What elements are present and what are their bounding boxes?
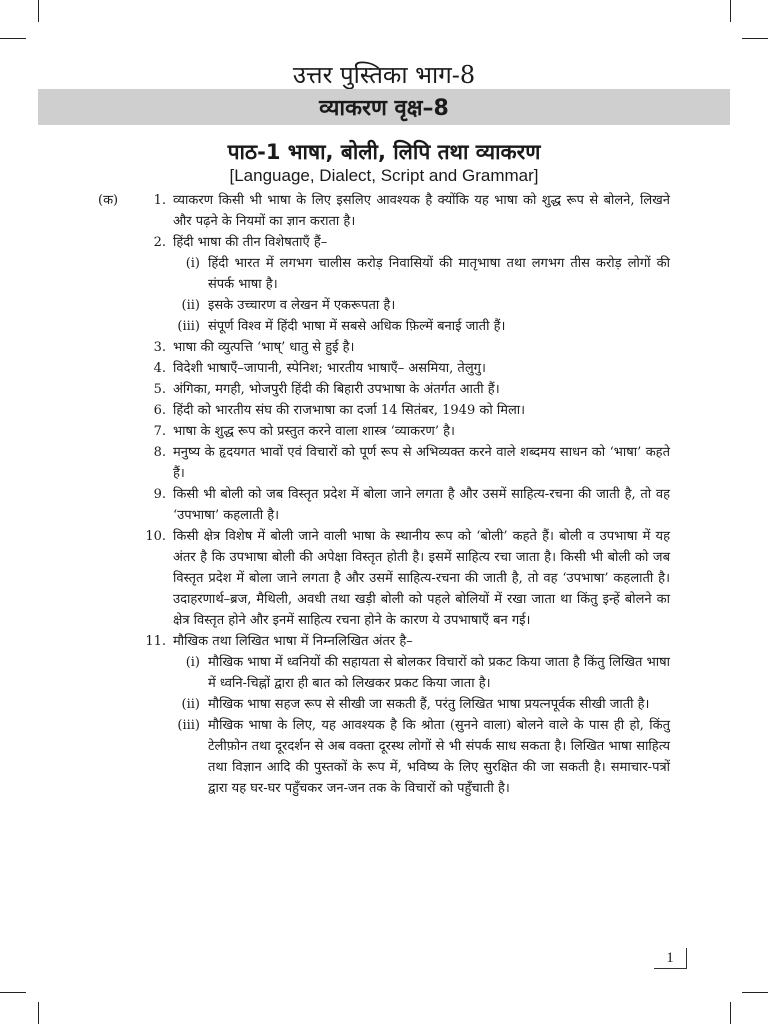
item-number: 5. <box>153 382 166 397</box>
answer-item <box>100 631 670 652</box>
item-text: मनुष्य के हृदयगत भावों एवं विचारों को पूर्ण रूप से अभिव्यक्त करने वाले शब्दमय साधन को ‘भाषा’ कहते हैं। <box>173 445 670 481</box>
section-label: (क) <box>98 193 119 208</box>
answer-item <box>100 358 670 379</box>
chapter-title: पाठ-1 भाषा, बोली, लिपि तथा व्याकरण <box>227 140 541 164</box>
item-text: किसी भी बोली को जब विस्तृत प्रदेश में बोला जाने लगता है और उसमें साहित्य-रचना की जाती है, तो वह ‘उपभाषा’ कहलाती है। <box>173 487 670 523</box>
page-number: 1 <box>654 948 687 969</box>
answer-item <box>100 190 670 232</box>
crop-mark <box>730 0 731 22</box>
answer-item <box>100 421 670 442</box>
answer-item <box>100 232 670 253</box>
item-number: 4. <box>153 361 166 376</box>
subitem-number: (iii) <box>177 718 200 733</box>
answer-item <box>100 379 670 400</box>
answer-subitem <box>100 652 670 694</box>
item-number: 11. <box>145 634 166 649</box>
item-text: हिंदी भाषा की तीन विशेषताएँ हैं– <box>173 235 328 250</box>
subitem-number: (ii) <box>181 697 200 712</box>
subitem-text: मौखिक भाषा सहज रूप से सीखी जा सकती हैं, परंतु लिखित भाषा प्रयत्नपूर्वक सीखी जाती है। <box>208 697 650 712</box>
item-number: 8. <box>153 445 166 460</box>
booklet-title: उत्तर पुस्तिका भाग-8 <box>292 61 476 89</box>
answer-subitem <box>100 253 670 295</box>
item-text: भाषा की व्युत्पत्ति ‘भाष्’ धातु से हुई है। <box>173 340 355 355</box>
crop-mark <box>38 0 39 22</box>
subitem-number: (i) <box>185 256 200 271</box>
chapter-subtitle: [Language, Dialect, Script and Grammar] <box>229 166 539 185</box>
subitem-text: संपूर्ण विश्व में हिंदी भाषा में सबसे अधिक फ़िल्में बनाई जाती हैं। <box>208 319 506 334</box>
answer-item <box>100 400 670 421</box>
item-text: भाषा के शुद्ध रूप को प्रस्तुत करने वाला शास्त्र ‘व्याकरण’ है। <box>173 424 455 439</box>
subitem-number: (iii) <box>177 319 200 334</box>
item-text: व्याकरण किसी भी भाषा के लिए इसलिए आवश्यक है क्योंकि यह भाषा को शुद्ध रूप से बोलने, लिखने और पढ़ने के नियमों का ज्ञान कराता है। <box>173 193 670 229</box>
answer-subitem <box>100 316 670 337</box>
item-text: अंगिका, मगही, भोजपुरी हिंदी की बिहारी उपभाषा के अंतर्गत आती हैं। <box>173 382 500 397</box>
book-title-band <box>38 89 730 125</box>
crop-mark <box>730 1002 731 1024</box>
item-number: 9. <box>153 487 166 502</box>
subitem-number: (i) <box>185 655 200 670</box>
subitem-text: हिंदी भारत में लगभग चालीस करोड़ निवासियों की मातृभाषा तथा लगभग तीस करोड़ लोगों की संपर्क भाषा है। <box>208 256 670 292</box>
crop-mark <box>0 992 26 993</box>
answer-item <box>100 526 670 631</box>
answer-subitem <box>100 694 670 715</box>
item-number: 3. <box>153 340 166 355</box>
item-number: 1. <box>153 193 166 208</box>
item-text: हिंदी को भारतीय संघ की राजभाषा का दर्जा 14 सितंबर, 1949 को मिला। <box>173 403 526 418</box>
answer-item <box>100 484 670 526</box>
answer-item <box>100 442 670 484</box>
subitem-text: इसके उच्चारण व लेखन में एकरूपता है। <box>208 298 396 313</box>
item-number: 6. <box>153 403 166 418</box>
item-number: 2. <box>153 235 166 250</box>
subitem-number: (ii) <box>181 298 200 313</box>
answer-content <box>100 190 670 799</box>
crop-mark <box>38 1002 39 1024</box>
item-text: विदेशी भाषाएँ–जापानी, स्पेनिश; भारतीय भाषाएँ– असमिया, तेलुगु। <box>173 361 486 376</box>
item-number: 7. <box>153 424 166 439</box>
crop-mark <box>0 38 26 39</box>
item-number: 10. <box>145 529 166 544</box>
answer-subitem <box>100 715 670 799</box>
answer-subitem <box>100 295 670 316</box>
crop-mark <box>742 38 768 39</box>
book-title: व्याकरण वृक्ष–8 <box>319 96 449 121</box>
answer-item <box>100 337 670 358</box>
subitem-text: मौखिक भाषा के लिए, यह आवश्यक है कि श्रोता (सुनने वाला) बोलने वाले के पास ही हो, किंतु टेलीफ़ोन तथा दूरदर्शन से अब वक्ता दूरस्थ लोगों से भी संपर्क साध सकता है। लिखित भाषा साहित्य तथा विज्ञान आदि की पुस्तकों के रूप में, भविष्य के लिए सुरक्षित की जा सकती है। समाचार-पत्रों द्वारा यह घर-घर पहुँचकर जन-जन तक के विचारों को पहुँचाती है। <box>208 718 670 796</box>
crop-mark <box>742 992 768 993</box>
subitem-text: मौखिक भाषा में ध्वनियों की सहायता से बोलकर विचारों को प्रकट किया जाता है किंतु लिखित भाषा में ध्वनि-चिह्नों द्वारा ही बात को लिखकर प्रकट किया जाता है। <box>208 655 670 691</box>
item-text: मौखिक तथा लिखित भाषा में निम्नलिखित अंतर है– <box>173 634 413 649</box>
item-text: किसी क्षेत्र विशेष में बोली जाने वाली भाषा के स्थानीय रूप को ‘बोली’ कहते हैं। बोली व उपभाषा में यह अंतर है कि उपभाषा बोली की अपेक्षा विस्तृत होती है। इसमें साहित्य रचा जाता है। किसी भी बोली को जब विस्तृत प्रदेश में बोला जाने लगता है और उसमें साहित्य-रचना की जाती है, तो वह ‘उपभाषा’ कहलाती है। उदाहरणार्थ–ब्रज, मैथिली, अवधी तथा खड़ी बोली को पहले बोलियों में रखा जाता था किंतु इन्हें बोलने का क्षेत्र विस्तृत होने और इनमें साहित्य रचना होने के कारण ये उपभाषाएँ बन गई। <box>173 529 670 628</box>
